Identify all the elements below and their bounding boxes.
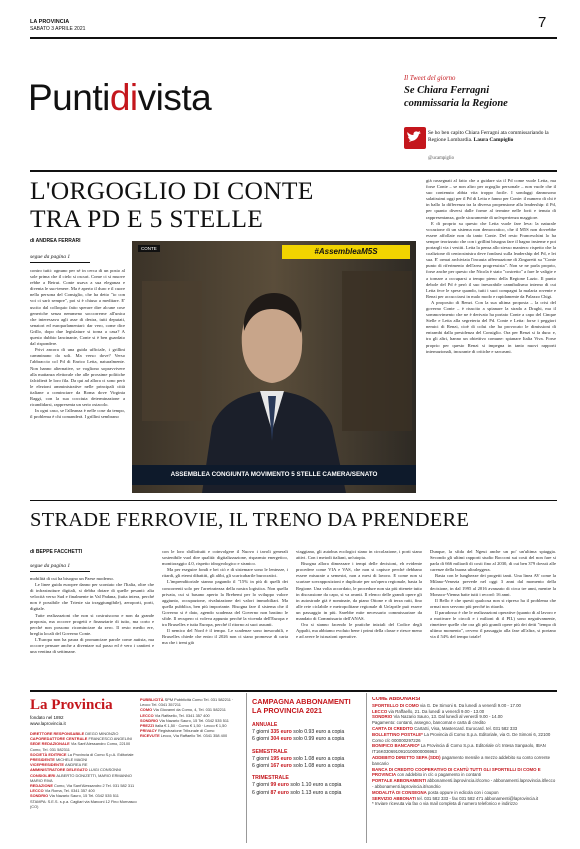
- masthead-detail-label: CAPOREDATTORE CENTRALE: [30, 736, 89, 742]
- abbonarsi-label: BOLLETTINO POSTALE*: [372, 731, 425, 737]
- abbonarsi-text: La Provincia di Como S.p.a. Editoriale, via G. De Simoni 6, 22100 Como c/c 000000297226: [372, 731, 551, 743]
- abbonarsi-line: [372, 755, 557, 767]
- article2-byline: di BEPPE FACCHETTI: [30, 549, 83, 555]
- campagna-price-row: [252, 790, 370, 797]
- campagna-price-row: [252, 736, 370, 743]
- kicker-rule: [30, 262, 90, 263]
- section-title-part2: di: [109, 77, 138, 118]
- masthead-detail-text: Via Roma, Tel. 0341 357 400: [44, 788, 95, 794]
- abbonarsi-text: posta oppure in edicola con i coupon: [427, 789, 499, 795]
- conte-portrait-image: [132, 241, 416, 493]
- abbonarsi-label: PORTALE ABBONAMENTI: [372, 778, 428, 784]
- article1-byline: di ANDREA FERRARI: [30, 238, 81, 244]
- abbonarsi-text: Pagamento: contanti, assegno, bancomat e carta di credito: [372, 720, 486, 726]
- masthead-detail-text: FRANCESCO ANGELINI: [88, 736, 132, 742]
- masthead-detail-label: VICEPRESIDENTE: [30, 762, 66, 768]
- article2-col3: viaggiano, gli autobus ecologici siano in circolazione, i porti siano attivi. Con i metodi italiani, un'utopia. Bisogna allora dimezzare i tempi delle decisioni, eh evidente procedere come VIA e VAS, che non si capisce perché debbano essere misurate a semestri, non a mesi di lavoro. E come non si scartare sovrapposizioni e duplicate per un'opera regionale, basta la Regione. Una volta accordato, le procedure non sia più ritenete tutto in discussione da capo, si va avanti. Il elenco delle grandi opere gli in autostrade già è nominate, da piano Ottone e di terza ratti, fino alle rete ciclabile e metropolitane regionale di Un'aprile può essere un passaggio in più. Sarebbe mite necessario commissariare da mandato di Commissario dell'ANAS. Ora si stanno facendo le pratiche iniziali del Codice degli Appalti, ma abbiamo evoluto bene i primi della classe e riesce meno e ad avere le istruzioni operative.: [296, 549, 422, 640]
- price-amount: 335 euro: [270, 729, 294, 736]
- price-days: 6 giorni: [252, 789, 271, 796]
- pubblicita-text: Registrazione Tribunale di Como: [158, 728, 215, 734]
- header-newspaper-name: LA PROVINCIA: [30, 19, 70, 25]
- price-amount: 87 euro: [270, 789, 291, 796]
- masthead-detail-text: DIEGO MINONZIO: [85, 731, 119, 736]
- price-amount: 99 euro: [270, 782, 291, 789]
- pubblicita-label: RICEVUTE: [140, 733, 161, 739]
- masthead-website: www.laprovincia.it: [30, 721, 66, 726]
- masthead-details: [30, 731, 138, 841]
- masthead-detail-text: Via Sant'Alessandro Como, 22100 Como, Tel. 031 582311: [30, 741, 131, 752]
- price-per-copy: solo 1.10 euro a copia: [290, 782, 342, 789]
- abbonarsi-label: CARTA DI CREDITO: [372, 725, 415, 731]
- abbonarsi-label: BANCA DI CREDITO COOPERATIVO DI CANTÙ TUTTI GLI SPORTELLI DI COMO E PROVINCIA: [372, 766, 541, 778]
- masthead-detail-label: CONSIGLIERI: [30, 772, 57, 778]
- price-per-copy: solo 1.08 euro a copia: [293, 763, 345, 770]
- price-per-copy: solo 1.13 euro a copia: [290, 789, 342, 796]
- masthead-detail-text: LUIGI CONSONNI: [88, 767, 121, 773]
- come-abbonarsi: [372, 697, 557, 843]
- masthead-founded: fondato nel 1892: [30, 715, 64, 720]
- pubblicita-text: Lecco, Via Raffaello Tel. 0341 358 400: [160, 733, 228, 739]
- abbonarsi-line: [372, 743, 557, 755]
- article1-col4: già rassegnati al fatto che a guidare sia il Pd come vuole Letta, ma forse Conte – se non altro per orgoglio personale – non vuole che il suo contenuto abbia vita troppo facile. I sondaggi dannosono salatissimi oggi per il Pd di Letta e fanno per Conte: il numero di chi è in ballo la differenza tra la diversa propensione alla leadership: il Pd, per quanto diversi dalle forme al termine nelle forti e tenuta di rappresentanza, gode sicuramente di un'esperienza maggiore. E di proprio su questo che Letta vuole fare leva: la naturale vocazione di un sistema non democratico, che il M5S non dovrebbe essere affollate non da tanto Conte. Del resto Franceschini lo ha sempre teorizzato che con i grillini bisogna fare il bagno insieme e poi portargli via i vestiti. Letta la pensa allo stesso maniera: rispetto che la coalizione di centrosinistra deve fondarsi sulla leadership del Pd, e lei sua. E' ormai archiviata l'incauta affermazione di Zingaretti su "Conte punto di riferimento dell'area progressista". Non se ne parla proprio, forse anche per questo che Nicola è stato "costretto" a fare le valigie e a tornare a occuparsi a tempo pieno della Regione Lazio. Il punto debole del Pd è però il suo inesorabile cannibalismo interno di cui Letta fece le spese quando, tutti i suoi compagni la malaria rovente e Renzi per accucciarsi in malo modo e rapidamente da Palazzo Chigi. A proposito di Renzi. Con la sua ultima proposta – la crisi del governo Conte – è riuscito a spianare la strada a Draghi, ma il sommovimento che ne è derivato ha portato Conte a capo del Cinque Stelle e Letta alla segreteria del Pd. Conte e Letta: forse i peggiori nemici di Renzi, cioè di colui che ha provocato le dimissioni di entrambi dalla presidenza del Consiglio. Ora per Renzi si fa dura: e, tra gli altri, hanno un obiettivo comune: spianare Italia Viva. Forse proprio per questo Renzi si impegna in tanto nuovi rapporti internazionali, incurante di critiche e sarcasmi.: [426, 178, 556, 354]
- campagna-price-row: [252, 756, 370, 763]
- campagna-semestrale-label: SEMESTRALE: [252, 748, 288, 755]
- masthead-detail-text: Como, Via Sant'Alessandro 2 Tel. 031 582 311: [54, 783, 135, 789]
- tweet-text: Se ho ben capito Chiara Ferragni ata commissariando la Regione Lombardia. Laura Campiglio: [428, 130, 549, 143]
- divider-bottom: [30, 690, 557, 692]
- pubblicita-label: PRIVACY: [140, 728, 159, 734]
- masthead-detail-line: [30, 741, 138, 751]
- abbonarsi-text: via Raffaello, 21. Da lunedì a venerdì 9.00 - 13.00: [388, 708, 485, 714]
- article1-kicker: segue da pagina 1: [30, 254, 71, 260]
- masthead-detail-label: SOCIETÀ EDITRICE: [30, 751, 68, 757]
- pubblicita-text: Via Raffaello, Tel. 0341 357 400: [154, 712, 210, 718]
- pubblicita-text: SPM Pubblicità Como Tel. 031 582211 · Lecco Tel. 0341 357211: [140, 697, 234, 708]
- masthead-detail-text: La Provincia di Como S.p.A. Editoriale: [67, 751, 134, 757]
- price-days: 7 giorni: [252, 729, 271, 736]
- article2-col2: con le loro sbillottuiti e coinvolgere il Nuovo i tavoli generali sostenibile vuol dire qualità: digitalizzazione, risparmio energetico, monitoraggio 4.0, rispetto idrogeologico e sismico. Ma per eseguire fondi e bei ciò e di sistemare sono le lentezze, i ritardi, gli eterni dibattiti, gli alibi, gli scaricabarile burocratici. L'imprenditoriale stanno pagando il "15% in più di quelli dei concorrenti solo per l'arretratezza della nostra logistica. Non quella privata, cui si basano aperto la Brebemi per lo sviluppo valore aggiunto, occupazione, rivalutazione dei valori immobiliari. Ma quella pubblica, ben più importante. Bisogna fare il sistema che il Governo si è dato, agendo scadenza del Governo non bastino le sfide. Il recupero ci voleva appunto perché la vicenda dell'Europa e tra Bruxelles e tutta Europa, perché il ritorno ai suoi assunti. Il nemico del Nord è il tempo. Le scadenze sono inesorabili, e Bruxelles chiede che entro il 2026 non ci siano promesse di carta ma che i treni già: [162, 549, 288, 646]
- pubblicita-text: Italia € 1,50 · Como € 1,50 · Lecco € 1,50: [154, 723, 227, 729]
- masthead-detail-label: AMMINISTRATORE DELEGATO: [30, 767, 89, 773]
- article2-title: STRADE FERROVIE, IL TRENO DA PRENDERE: [30, 509, 470, 531]
- pubblicita-text: Via Nazario Sauro, 15 Tel. 0342 535 511: [159, 717, 229, 723]
- pubblicita-label: SONDRIO: [140, 717, 160, 723]
- price-days: 7 giorni: [252, 782, 271, 789]
- price-per-copy: solo 1.08 euro a copia: [293, 755, 345, 762]
- abbonarsi-text: * Inviare ricevuta via fax o via mail completa di numero telefonico e indirizzo: [372, 801, 518, 807]
- price-amount: 167 euro: [270, 763, 294, 770]
- pubblicita-label: PUBBLICITÀ: [140, 697, 165, 702]
- abbonarsi-line: [372, 778, 557, 790]
- abbonarsi-label: SONDRIO: [372, 714, 394, 720]
- article2-col4: Dunque, la sfida del Ngeui anche un po' un'ultima spiaggia. Secondo gli ultimi rapporti studio Bocconi sui costi del non fare si parla di 666 miliardi di costi fino al 2030, di cui ben 379 dovuti alle carenze della buona ultraleggera. Basta con le lunghezze dei progetti tanti. Una linea AV come la Milano-Venezia prevede nel oggi 3 anni dal momento della decisione, in dal 1995 al 2016 avanzato di circa tre anni, mentre la Monaco-Vienna batte tutti i record: 16 anni. Il Bello è che questi qualcosa non si ripreso ha il problema che ormai non servono più perché in ritardo. Il paradosso è che le realizzazioni operative (quanto di al lavoro e a motivare le circoli e i milioni di il PIL) sono negativamente, rimettere quelle che ora gli più grandi opere più dei detti "tempo di ultimo momento", ovvero il passaggio alla fase all'altra, si portano via il 54% del tempo totale!: [430, 549, 556, 640]
- campagna-price-row: [252, 782, 370, 789]
- pubblicita-label: PREZZI: [140, 723, 155, 729]
- masthead-detail-text: ALBERTO DONIZETTI, MARIO ERMANNO MARIO RIVA: [30, 772, 132, 783]
- abbonarsi-text: CartaSi, Visa, Mastercard. Eurocard. tel. 031 582 333: [414, 725, 518, 731]
- campagna-price-row: [252, 729, 370, 736]
- masthead-stampa: STAMPA: S.E.S. s.p.a. Cagliari via Marconi 12 Fino Mornasco (CO): [30, 798, 137, 809]
- masthead-detail-label: PRESIDENTE: [30, 757, 56, 763]
- pubblicita-line: [140, 697, 240, 707]
- price-days: 6 giorni: [252, 736, 271, 743]
- abbonarsi-text: tel. 031 582 333 - fax 031 582 471 abbonamenti@laprovincia.it: [417, 795, 539, 801]
- tweet-badge-icon: [404, 127, 426, 149]
- masthead-detail-label: DIRETTORE RESPONSABILE: [30, 731, 86, 736]
- pubblicita-line: [140, 733, 240, 738]
- pubblicita-block: [140, 697, 240, 842]
- masthead-detail-label: LECCO: [30, 788, 45, 794]
- abbonarsi-label: SPORTELLO DI COMO: [372, 702, 421, 708]
- vertical-rule: [246, 693, 247, 843]
- come-abbonarsi-title: COME ABBONARSI: [372, 697, 421, 702]
- tweet-title: Se Chiara Ferragni commissaria la Regione: [404, 85, 508, 109]
- abbonarsi-text: con addebito in c/c o pagamento in contanti: [397, 772, 481, 778]
- pubblicita-label: COMO: [140, 707, 154, 713]
- price-per-copy: solo 0.93 euro a copia: [293, 729, 345, 736]
- masthead-name: La Provincia: [30, 697, 113, 713]
- abbonarsi-line: [372, 801, 557, 807]
- article2-col1: mobilità di cui ha bisogno un Paese moderno. Le linee guida europee danno per scontato che l'Italia, oltre che di infrastrutture digitali, si debba dotare di quelle pesanti: alta velocità verso Sud e finalmente in Val Padana, (tutta intera, perché non è possibile che Trieste sia irraggiungibile), aeroporti, porti, digitale. Tutte realizzazioni che non si costruiscono e non da grande proposta, ma occorre progetti e finanziarie di tutto, ma corto e perché non possono ricominciare da zero. Il resto medio ere, breglia locali del Governo Conte. L'Europa non ha paura di pronunciare parole come autista, ma occorre pensare anche a diventare sul passo ed è vero i cantieri e una ventina di settimane.: [30, 576, 154, 655]
- campagna-prices: [252, 722, 370, 797]
- photo-label: CONTE: [138, 245, 160, 252]
- abbonarsi-text: pagamento mensile a mezzo addebito su conto corrente bancario: [372, 754, 551, 766]
- price-days: 6 giorni: [252, 763, 271, 770]
- article1-title: L'ORGOGLIO DI CONTE TRA PD E 5 STELLE: [30, 176, 314, 233]
- page-number: 7: [538, 14, 547, 31]
- campagna-title: CAMPAGNA ABBONAMENTI LA PROVINCIA 2021: [252, 697, 351, 715]
- masthead-detail-label: SONDRIO: [30, 793, 50, 799]
- abbonarsi-label: LECCO: [372, 708, 389, 714]
- divider-top: [30, 170, 557, 172]
- campagna-price-row: [252, 763, 370, 770]
- price-days: 7 giorni: [252, 755, 271, 762]
- tweet-handle: @ucampiglio: [428, 156, 454, 161]
- header-date: SABATO 3 APRILE 2021: [30, 26, 86, 32]
- abbonarsi-label: ADDEBITO DIRETTO SEPA (SDD): [372, 754, 442, 760]
- abbonarsi-label: MODALITÀ DI CONSEGNA: [372, 789, 428, 795]
- abbonarsi-line: [372, 732, 557, 744]
- photo-hashtag: #AssembleaM5S: [282, 245, 410, 259]
- abbonarsi-text: Via Nazario Sauro, 13. Dal lunedì al venerdì 9.00 - 14.00: [393, 714, 503, 720]
- abbonarsi-text: abbonamenti.laprovincia.it/como - abbonamenti.laprovincia.it/lecco - abbonamenti.laprovincia.it/sondrio: [372, 778, 556, 789]
- kicker-rule-2: [30, 571, 90, 572]
- masthead-detail-text: MICHELE MAGNI: [55, 757, 88, 763]
- article1-photo: [132, 241, 416, 493]
- vertical-rule-2: [366, 693, 367, 843]
- masthead-detail-text: ANDREA RE: [65, 762, 88, 768]
- abbonarsi-label: SERVIZIO ABBONATI: [372, 795, 418, 801]
- abbonarsi-text: via G. De Simoni 6. Da lunedì a venerdì 9.00 - 17.00: [420, 702, 521, 708]
- tweet-kicker: Il Tweet del giorno: [404, 75, 456, 82]
- section-title: [28, 79, 211, 117]
- abbonarsi-text: La Provincia di Como S.p.a. Editoriale c/c Intesa Sanpaolo, IBAN IT16K0306910910100000006963: [372, 743, 546, 755]
- abbonarsi-line: [372, 767, 557, 779]
- article1-col1: contro tutti: ognuno per sé in cerca di un posto al sole prima che il cielo si oscuri. Come ci si muove rebbe a Beirut. Conte usava a sua eleganza e diventa le suo-tenere. Ma è aperto il duro e il cuore nella persona del Consiglio, che ha detto "io con voi ci sarò sempre", poi si è chiuso a meditare. E' uscito dal colloquio fatto sperare dire alcune cose generiche senza nemmeno soccorrerne all'unica che interessava agli asse di destra, tutti deputati, senatori ed europarlamentari: dar vero, come dice Grillo, dopo due legislature si torna a casa? A questo dubbio lancinante, Conte si è ben guardato dal rispondere. Privi ancora di una guida ufficiale, i grillini camminano da soli. Ma verso dove? Verso l'abbraccio col Pd di Enrico Letta, naturalmente. Non hanno alternative, se vogliono sopravvivere alla mattanza elettorale che alle prossime politiche falcidierà le loro fila. Da qui ad allora ci sono però le elezioni amministrative nelle principali città italiane a cominciare da Roma dove Virginia Raggi, con la sua cocciuta determinazione a ricandidarsi, rappresenta un serio ostacolo. In ogni caso, se l'alleanza è nelle cose da tempo, il problema è chi comanderà. I grillini sembrano: [30, 268, 125, 420]
- section-title-part1: Punti: [28, 77, 110, 118]
- masthead-detail-line: [30, 773, 138, 783]
- campagna-annuale-label: ANNUALE: [252, 722, 278, 728]
- masthead-detail-text: Via Nazario Sauro, 15 Tel. 0342 535 511: [49, 793, 119, 799]
- photo-caption: ASSEMBLEA CONGIUNTA MOVIMENTO 5 STELLE CAMERA/SENATO: [132, 465, 416, 485]
- price-amount: 195 euro: [270, 755, 294, 762]
- article2-kicker: segue da pagina 1: [30, 563, 71, 569]
- abbonarsi-label: BONIFICO BANCARIO*: [372, 743, 421, 749]
- masthead-detail-label: SEDE REDAZIONALE: [30, 741, 71, 747]
- pubblicita-text: Via Giovanni da Como, 4, Tel. 031 582211: [153, 707, 226, 713]
- campagna-trimestrale-label: TRIMESTRALE: [252, 775, 289, 782]
- divider-mid: [30, 500, 557, 501]
- price-amount: 304 euro: [270, 736, 294, 743]
- price-per-copy: solo 0.99 euro a copia: [293, 736, 345, 743]
- masthead-detail-label: REDAZIONE: [30, 783, 54, 789]
- header-rule: [30, 37, 557, 39]
- section-title-part3: vista: [137, 77, 212, 118]
- pubblicita-label: LECCO: [140, 712, 155, 718]
